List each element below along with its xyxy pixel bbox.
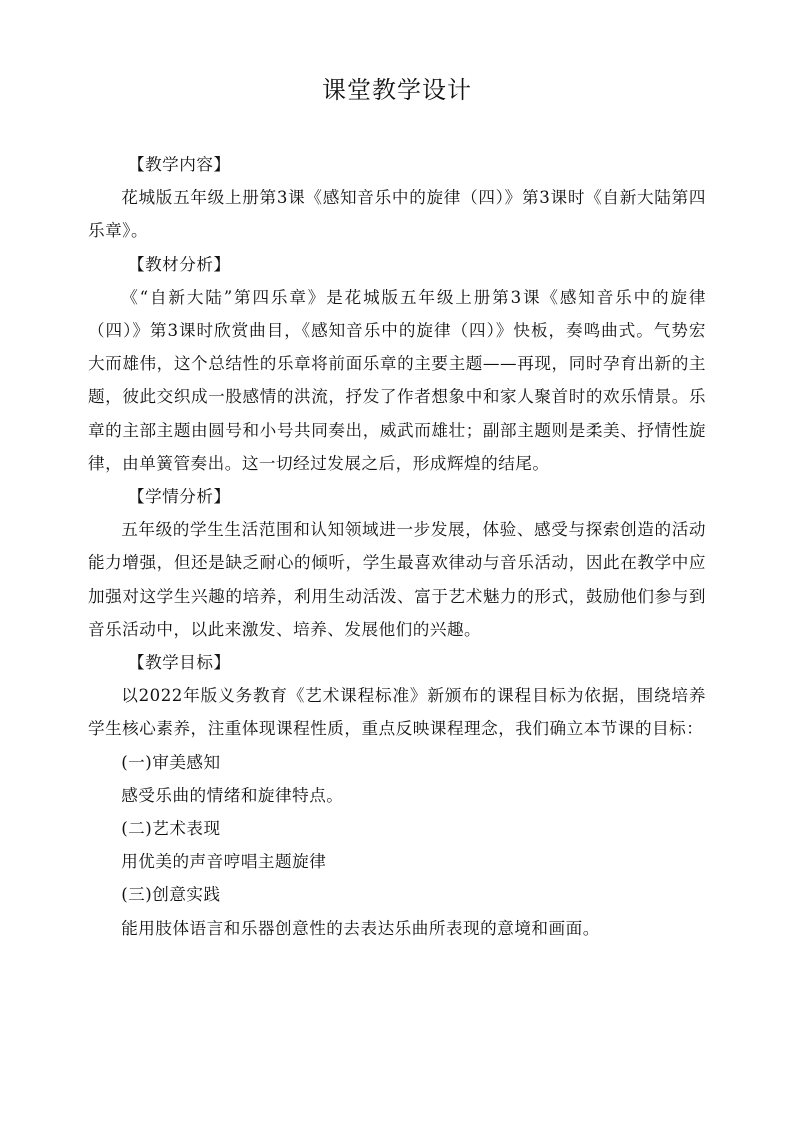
section-paragraph-goals: 以2022年版义务教育《艺术课程标准》新颁布的课程目标为依据，围绕培养学生核心素养，注重体现课程性质，重点反映课程理念，我们确立本节课的目标： (88, 686, 706, 739)
section-paragraph-students: 五年级的学生生活范围和认知领域进一步发展，体验、感受与探索创造的活动能力增强，但还是缺乏耐心的倾听，学生最喜欢律动与音乐活动，因此在教学中应加强对这学生兴趣的培养，利用生动活泼、富于艺术魅力的形式，鼓励他们参与到音乐活动中，以此来激发、培养、发展他们的兴趣。 (88, 520, 706, 639)
goal-text: 能用肢体语言和乐器创意性的去表达乐曲所表现的意境和画面。 (121, 918, 600, 938)
page-title: 课堂教学设计 (322, 76, 472, 104)
goal-text: 用优美的声音哼唱主题旋律 (121, 852, 327, 872)
section-heading-goals: 【教学目标】 (128, 653, 231, 673)
section-heading-students: 【学情分析】 (128, 487, 231, 507)
goal-label: (一)审美感知 (121, 752, 221, 772)
section-paragraph-content: 花城版五年级上册第3课《感知音乐中的旋律（四）》第3课时《自新大陆第四乐章》。 (88, 188, 706, 241)
goal-label: (三)创意实践 (121, 885, 221, 905)
goal-text: 感受乐曲的情绪和旋律特点。 (121, 785, 344, 805)
section-heading-content: 【教学内容】 (128, 155, 231, 174)
section-heading-analysis: 【教材分析】 (128, 254, 231, 274)
goal-label: (二)艺术表现 (121, 819, 221, 839)
section-paragraph-analysis: 《“自新大陆”第四乐章》是花城版五年级上册第3课《感知音乐中的旋律（四）》第3课时欣赏曲目，《感知音乐中的旋律（四）》快板，奏鸣曲式。气势宏大而雄伟，这个总结性的乐章将前面乐章的主要主题——再现，同时孕育出新的主题，彼此交织成一股感情的洪流，抒发了作者想象中和家人聚首时的欢乐情景。乐章的主部主题由圆号和小号共同奏出，威武而雄壮；副部主题则是柔美、抒情性旋律，由单簧管奏出。这一切经过发展之后，形成辉煌的结尾。 (88, 287, 706, 473)
document-body (88, 148, 706, 945)
